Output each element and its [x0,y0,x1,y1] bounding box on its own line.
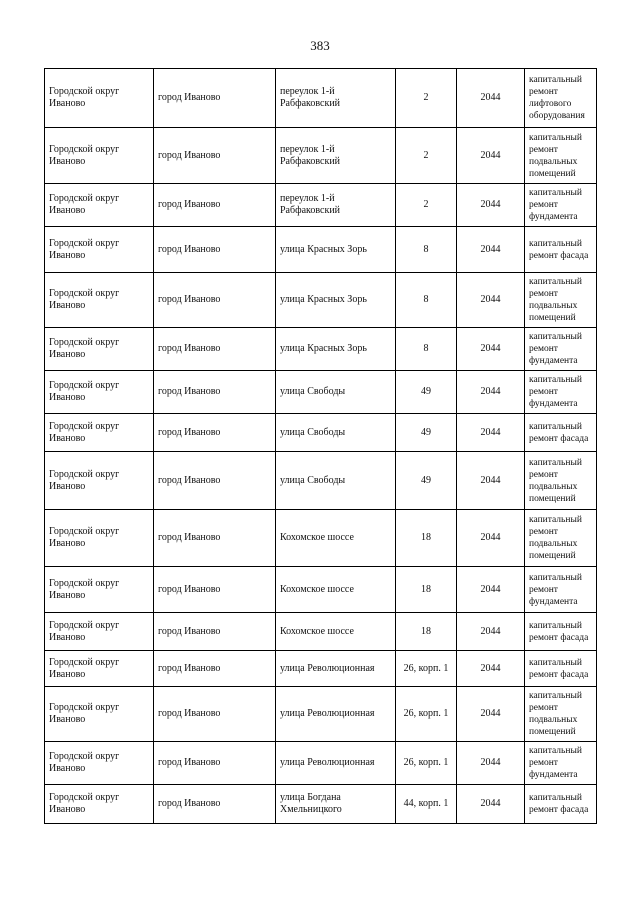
house-number-cell: 44, корп. 1 [396,785,457,824]
city-cell: город Иваново [154,651,276,687]
okrug-cell: Городской округ Иваново [45,273,154,328]
table-row [45,128,597,184]
year-cell: 2044 [457,742,525,785]
table-row [45,567,597,613]
street-cell: улица Богдана Хмельницкого [276,785,396,824]
house-number-cell: 18 [396,567,457,613]
okrug-cell: Городской округ Иваново [45,184,154,227]
street-cell: Кохомское шоссе [276,510,396,567]
city-cell: город Иваново [154,510,276,567]
year-cell: 2044 [457,371,525,414]
house-number-cell: 2 [396,184,457,227]
street-cell: переулок 1-й Рабфаковский [276,184,396,227]
city-cell: город Иваново [154,452,276,510]
okrug-cell: Городской округ Иваново [45,69,154,128]
street-cell: улица Свободы [276,452,396,510]
city-cell: город Иваново [154,414,276,452]
house-number-cell: 8 [396,328,457,371]
work-type-cell: капитальный ремонт фасада [525,613,597,651]
okrug-cell: Городской округ Иваново [45,452,154,510]
okrug-cell: Городской округ Иваново [45,227,154,273]
city-cell: город Иваново [154,227,276,273]
house-number-cell: 49 [396,414,457,452]
table-row [45,184,597,227]
table-row [45,452,597,510]
city-cell: город Иваново [154,785,276,824]
street-cell: переулок 1-й Рабфаковский [276,69,396,128]
house-number-cell: 26, корп. 1 [396,687,457,742]
house-number-cell: 26, корп. 1 [396,742,457,785]
okrug-cell: Городской округ Иваново [45,613,154,651]
table-row [45,69,597,128]
okrug-cell: Городской округ Иваново [45,414,154,452]
house-number-cell: 8 [396,273,457,328]
registry-table [44,68,597,824]
street-cell: улица Красных Зорь [276,273,396,328]
house-number-cell: 26, корп. 1 [396,651,457,687]
city-cell: город Иваново [154,613,276,651]
street-cell: улица Красных Зорь [276,328,396,371]
house-number-cell: 2 [396,69,457,128]
work-type-cell: капитальный ремонт фундамента [525,742,597,785]
table-row [45,227,597,273]
year-cell: 2044 [457,414,525,452]
house-number-cell: 49 [396,452,457,510]
work-type-cell: капитальный ремонт фундамента [525,328,597,371]
house-number-cell: 49 [396,371,457,414]
table-row [45,613,597,651]
year-cell: 2044 [457,510,525,567]
year-cell: 2044 [457,687,525,742]
house-number-cell: 8 [396,227,457,273]
table-row [45,742,597,785]
city-cell: город Иваново [154,742,276,785]
table-row [45,414,597,452]
street-cell: улица Свободы [276,414,396,452]
work-type-cell: капитальный ремонт фундамента [525,371,597,414]
street-cell: Кохомское шоссе [276,613,396,651]
year-cell: 2044 [457,273,525,328]
okrug-cell: Городской округ Иваново [45,785,154,824]
table-row [45,687,597,742]
house-number-cell: 18 [396,510,457,567]
okrug-cell: Городской округ Иваново [45,510,154,567]
street-cell: Кохомское шоссе [276,567,396,613]
year-cell: 2044 [457,613,525,651]
work-type-cell: капитальный ремонт фасада [525,785,597,824]
year-cell: 2044 [457,567,525,613]
city-cell: город Иваново [154,371,276,414]
okrug-cell: Городской округ Иваново [45,651,154,687]
okrug-cell: Городской округ Иваново [45,128,154,184]
work-type-cell: капитальный ремонт фасада [525,227,597,273]
city-cell: город Иваново [154,687,276,742]
street-cell: улица Революционная [276,687,396,742]
house-number-cell: 2 [396,128,457,184]
house-number-cell: 18 [396,613,457,651]
work-type-cell: капитальный ремонт подвальных помещений [525,452,597,510]
work-type-cell: капитальный ремонт фундамента [525,567,597,613]
work-type-cell: капитальный ремонт фасада [525,651,597,687]
year-cell: 2044 [457,227,525,273]
table-row [45,328,597,371]
year-cell: 2044 [457,184,525,227]
work-type-cell: капитальный ремонт лифтового оборудования [525,69,597,128]
street-cell: улица Революционная [276,742,396,785]
city-cell: город Иваново [154,328,276,371]
street-cell: улица Красных Зорь [276,227,396,273]
page-number: 383 [310,38,330,53]
city-cell: город Иваново [154,567,276,613]
table-row [45,371,597,414]
city-cell: город Иваново [154,69,276,128]
street-cell: переулок 1-й Рабфаковский [276,128,396,184]
street-cell: улица Революционная [276,651,396,687]
okrug-cell: Городской округ Иваново [45,567,154,613]
year-cell: 2044 [457,785,525,824]
work-type-cell: капитальный ремонт подвальных помещений [525,128,597,184]
okrug-cell: Городской округ Иваново [45,742,154,785]
year-cell: 2044 [457,452,525,510]
city-cell: город Иваново [154,128,276,184]
table-row [45,273,597,328]
okrug-cell: Городской округ Иваново [45,687,154,742]
year-cell: 2044 [457,128,525,184]
year-cell: 2044 [457,651,525,687]
work-type-cell: капитальный ремонт подвальных помещений [525,273,597,328]
city-cell: город Иваново [154,273,276,328]
year-cell: 2044 [457,69,525,128]
table-row [45,651,597,687]
okrug-cell: Городской округ Иваново [45,328,154,371]
work-type-cell: капитальный ремонт подвальных помещений [525,510,597,567]
work-type-cell: капитальный ремонт фундамента [525,184,597,227]
table-row [45,510,597,567]
work-type-cell: капитальный ремонт фасада [525,414,597,452]
city-cell: город Иваново [154,184,276,227]
okrug-cell: Городской округ Иваново [45,371,154,414]
year-cell: 2044 [457,328,525,371]
street-cell: улица Свободы [276,371,396,414]
table-row [45,785,597,824]
work-type-cell: капитальный ремонт подвальных помещений [525,687,597,742]
